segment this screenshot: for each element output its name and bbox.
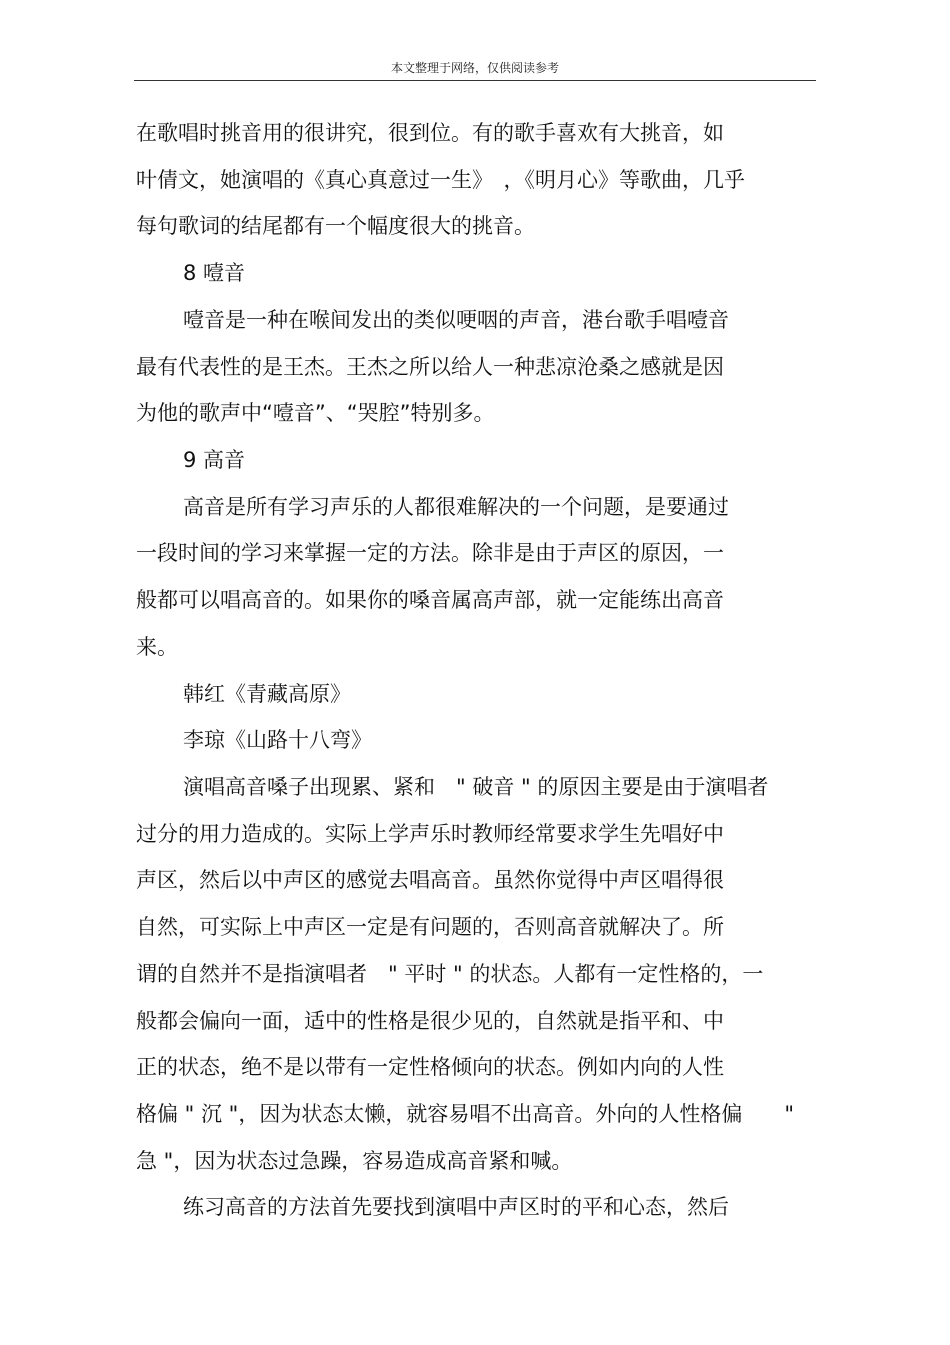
song-example: 韩红《青藏高原》 <box>183 682 351 706</box>
section-heading: 9 高音 <box>183 448 246 472</box>
text-line: 演唱高音嗓子出现累、紧和 " 破音 " 的原因主要是由于演唱者 <box>183 775 769 799</box>
text-line: 正的状态，绝不是以带有一定性格倾向的状态。例如内向的人性 <box>136 1055 724 1079</box>
text-line: 来。 <box>136 635 178 659</box>
text-line: 噎音是一种在喉间发出的类似哽咽的声音，港台歌手唱噎音 <box>183 308 729 332</box>
text-line: 急 "，因为状态过急躁，容易造成高音紧和喊。 <box>136 1149 573 1173</box>
header-rule <box>134 80 816 81</box>
text-line: 自然，可实际上中声区一定是有问题的，否则高音就解决了。所 <box>136 915 724 939</box>
text-line: 在歌唱时挑音用的很讲究，很到位。有的歌手喜欢有大挑音，如 <box>136 121 724 145</box>
text-line: 过分的用力造成的。实际上学声乐时教师经常要求学生先唱好中 <box>136 822 724 846</box>
song-example: 李琼《山路十八弯》 <box>183 728 372 752</box>
text-line: 练习高音的方法首先要找到演唱中声区时的平和心态，然后 <box>183 1195 729 1219</box>
text-line: 格偏 " 沉 "，因为状态太懒，就容易唱不出高音。外向的人性格偏 " <box>136 1102 795 1126</box>
text-line: 谓的自然并不是指演唱者 " 平时 " 的状态。人都有一定性格的，一 <box>136 962 764 986</box>
text-line: 为他的歌声中“噎音”、“哭腔”特别多。 <box>136 401 495 425</box>
page-header <box>0 0 950 82</box>
text-line: 最有代表性的是王杰。王杰之所以给人一种悲凉沧桑之感就是因 <box>136 355 724 379</box>
text-line: 叶倩文，她演唱的《真心真意过一生》 ，《明月心》等歌曲，几乎 <box>136 168 745 192</box>
text-line: 般都会偏向一面，适中的性格是很少见的，自然就是指平和、中 <box>136 1009 724 1033</box>
text-line: 般都可以唱高音的。如果你的嗓音属高声部，就一定能练出高音 <box>136 588 724 612</box>
text-line: 一段时间的学习来掌握一定的方法。除非是由于声区的原因，一 <box>136 541 724 565</box>
text-line: 声区，然后以中声区的感觉去唱高音。虽然你觉得中声区唱得很 <box>136 868 724 892</box>
text-line: 每句歌词的结尾都有一个幅度很大的挑音。 <box>136 214 535 238</box>
text-line: 高音是所有学习声乐的人都很难解决的一个问题，是要通过 <box>183 495 729 519</box>
section-heading: 8 噎音 <box>183 261 246 285</box>
header-note: 本文整理于网络，仅供阅读参考 <box>390 61 559 75</box>
